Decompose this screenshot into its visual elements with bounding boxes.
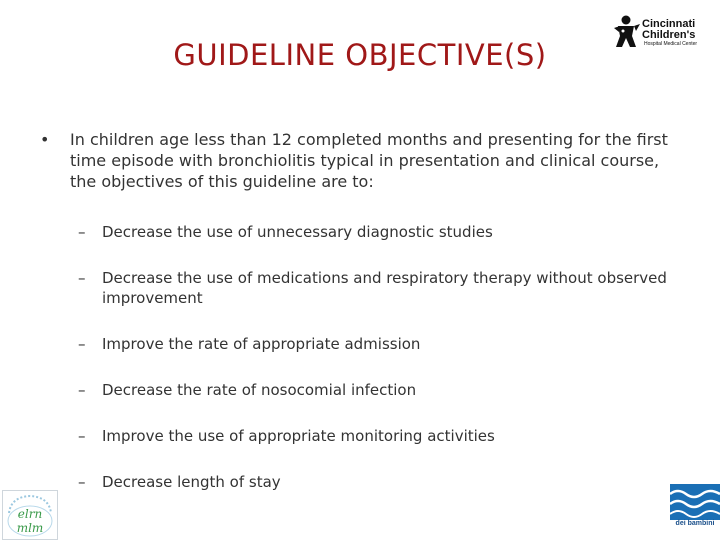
dash-glyph: –: [78, 381, 86, 399]
dei-bambini-logo: [670, 484, 720, 540]
elrn-mlm-logo: [2, 490, 58, 540]
main-bullet-text: In children age less than 12 completed months and presenting for the first time episode with bronchiolitis typical in presentation and clinical course, the objectives of this guideline are to:: [70, 130, 668, 191]
dash-glyph: –: [78, 473, 86, 491]
svg-text:mlm: mlm: [16, 521, 44, 535]
sub-bullet: [78, 380, 678, 400]
waves-emblem-icon: [670, 484, 720, 520]
dash-glyph: –: [78, 223, 86, 241]
dash-glyph: –: [78, 335, 86, 353]
dash-glyph: –: [78, 269, 86, 287]
sub-bullet-text: Decrease length of stay: [102, 473, 281, 491]
sub-bullet: [78, 426, 678, 446]
sub-bullet: [78, 222, 678, 242]
sub-bullet-text: Decrease the use of unnecessary diagnostic studies: [102, 223, 493, 241]
sub-bullet-text: Decrease the use of medications and respiratory therapy without observed improvement: [102, 269, 667, 307]
bullet-glyph: •: [40, 130, 50, 149]
logo-caption: dei bambini: [675, 520, 715, 527]
logo-line-1: Cincinnati: [642, 18, 696, 30]
logo-line-2: Children's: [642, 29, 696, 41]
svg-text:elrn: elrn: [17, 507, 43, 521]
sub-bullet: [78, 472, 678, 492]
sub-bullet: [78, 334, 678, 354]
sub-bullet-text: Improve the use of appropriate monitoring activities: [102, 427, 495, 445]
sub-bullet: [78, 268, 678, 308]
dash-glyph: –: [78, 427, 86, 445]
sub-bullet-text: Decrease the rate of nosocomial infection: [102, 381, 417, 399]
logo-line-3: Hospital Medical Center: [644, 41, 698, 47]
main-bullet: [40, 129, 690, 192]
elrn-mlm-emblem-icon: [3, 491, 57, 539]
sub-bullet-text: Improve the rate of appropriate admission: [102, 335, 421, 353]
slide-title: GUIDELINE OBJECTIVE(S): [173, 38, 547, 72]
